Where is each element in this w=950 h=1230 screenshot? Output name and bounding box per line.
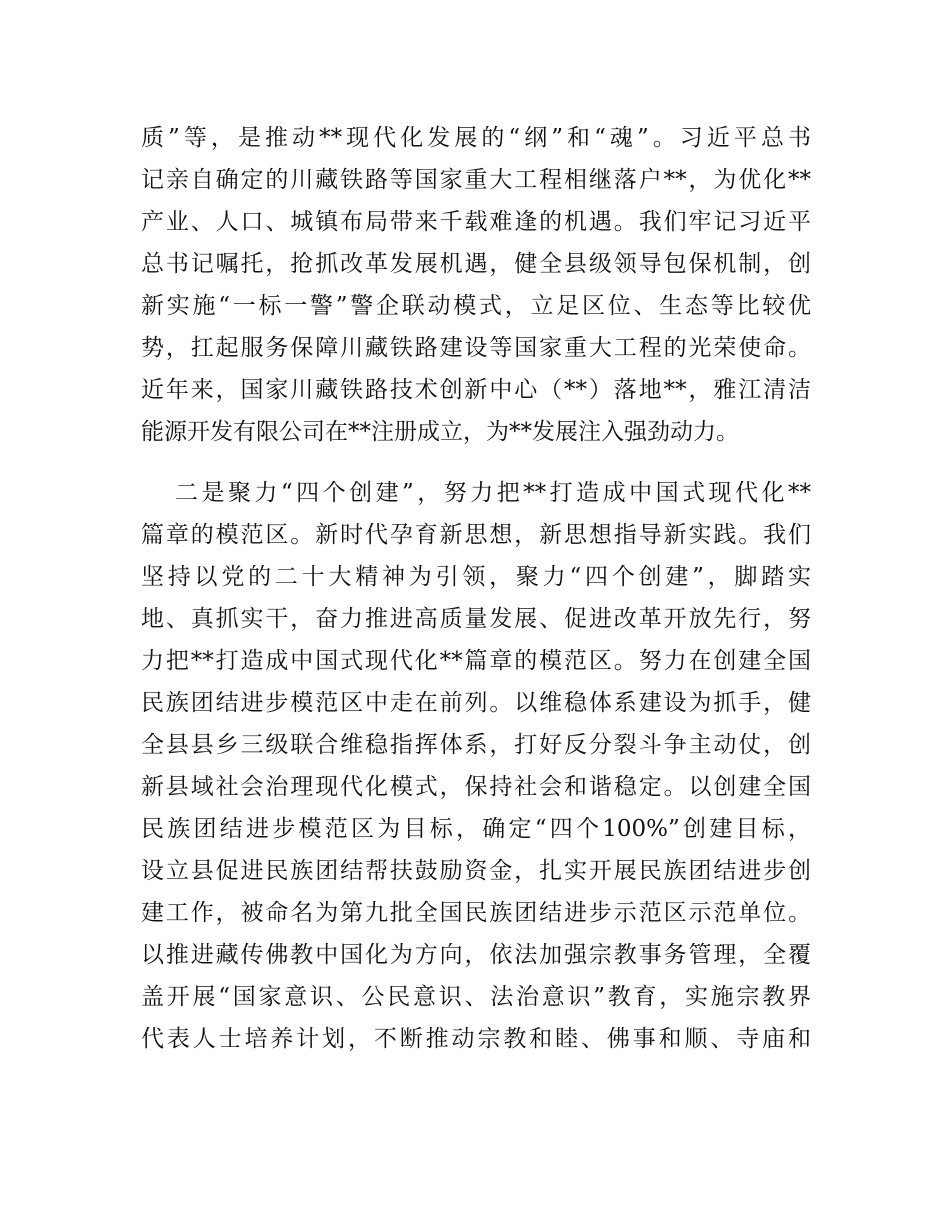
p1-line-5: 新实施“一标一警”警企联动模式，立足区位、生态等比较优 xyxy=(141,293,811,319)
p2-line-2: 篇章的模范区。新时代孕育新思想，新思想指导新实践。我们 xyxy=(141,522,811,548)
p2-line-12: 以推进藏传佛教中国化为方向，依法加强宗教事务管理，全覆 xyxy=(141,942,811,968)
p2-line-7: 全县县乡三级联合维稳指挥体系，打好反分裂斗争主动仗，创 xyxy=(141,732,811,758)
p1-line-8: 能源开发有限公司在**注册成立，为**发展注入强劲动力。 xyxy=(141,419,739,445)
p1-line-2: 记亲自确定的川藏铁路等国家重大工程相继落户**，为优化** xyxy=(141,167,811,193)
p2-line-11: 建工作，被命名为第九批全国民族团结进步示范区示范单位。 xyxy=(141,900,811,926)
p2-line-1: 二是聚力“四个创建”，努力把**打造成中国式现代化** xyxy=(175,480,811,506)
p2-line-9: 民族团结进步模范区为目标，确定“四个100%”创建目标， xyxy=(141,816,811,842)
p1-line-3: 产业、人口、城镇布局带来千载难逢的机遇。我们牢记习近平 xyxy=(141,209,811,235)
p1-line-7: 近年来，国家川藏铁路技术创新中心（**）落地**，雅江清洁 xyxy=(141,377,811,403)
p1-line-1: 质”等，是推动**现代化发展的“纲”和“魂”。习近平总书 xyxy=(141,125,811,151)
p2-line-8: 新县域社会治理现代化模式，保持社会和谐稳定。以创建全国 xyxy=(141,774,811,800)
p2-line-5: 力把**打造成中国式现代化**篇章的模范区。努力在创建全国 xyxy=(141,648,811,674)
p2-line-6: 民族团结进步模范区中走在前列。以维稳体系建设为抓手，健 xyxy=(141,690,811,716)
p2-line-4: 地、真抓实干，奋力推进高质量发展、促进改革开放先行，努 xyxy=(141,606,811,632)
p2-line-14: 代表人士培养计划，不断推动宗教和睦、佛事和顺、寺庙和 xyxy=(141,1026,811,1052)
p2-line-13: 盖开展“国家意识、公民意识、法治意识”教育，实施宗教界 xyxy=(141,984,811,1010)
p2-line-10: 设立县促进民族团结帮扶鼓励资金，扎实开展民族团结进步创 xyxy=(141,858,811,884)
p1-line-4: 总书记嘱托，抢抓改革发展机遇，健全县级领导包保机制，创 xyxy=(141,251,811,277)
p1-line-6: 势，扛起服务保障川藏铁路建设等国家重大工程的光荣使命。 xyxy=(141,335,811,361)
p2-line-3: 坚持以党的二十大精神为引领，聚力“四个创建”，脚踏实 xyxy=(141,564,811,590)
